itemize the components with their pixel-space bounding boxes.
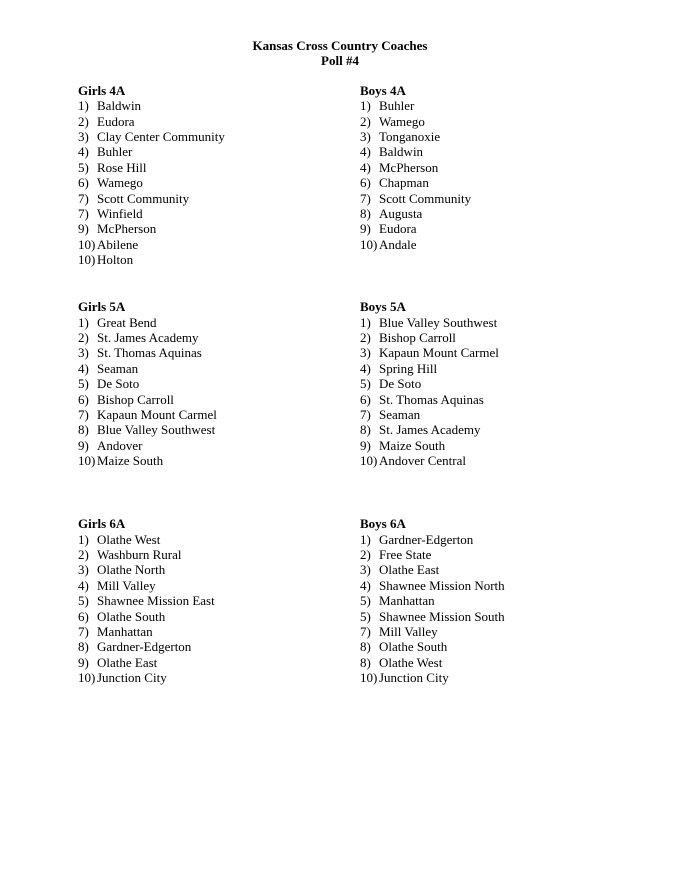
team-name: Mill Valley [97, 577, 156, 593]
team-name: Bishop Carroll [97, 391, 174, 407]
ranked-team [78, 114, 360, 129]
rank-number: 10) [360, 236, 378, 252]
rank-number: 2) [360, 113, 371, 129]
ranked-team [360, 655, 638, 670]
rank-number: 10) [360, 670, 378, 686]
rank-number: 10) [78, 670, 96, 686]
team-name: Blue Valley Southwest [379, 314, 498, 330]
ranked-team [78, 453, 360, 468]
section-heading: Girls 6A [78, 516, 126, 532]
team-name: Andover Central [379, 453, 467, 469]
rank-number: 4) [360, 577, 371, 593]
rank-number: 9) [78, 654, 89, 670]
ranked-team [360, 562, 638, 577]
team-name: Bishop Carroll [379, 330, 456, 345]
rank-number: 8) [78, 639, 89, 655]
rank-number: 5) [78, 159, 89, 175]
poll-section [360, 83, 638, 268]
rank-number: 10) [78, 236, 96, 252]
ranked-team [360, 593, 638, 608]
rank-number: 8) [360, 639, 371, 655]
rank-number: 2) [78, 546, 89, 562]
ranked-team [360, 392, 638, 407]
rank-number: 7) [360, 407, 371, 423]
ranked-team [78, 624, 360, 639]
rank-number: 9) [78, 437, 89, 453]
team-name: St. James Academy [379, 422, 481, 438]
team-name: Kapaun Mount Carmel [379, 345, 499, 361]
team-name: Andale [379, 236, 417, 252]
team-name: Winfield [97, 206, 143, 222]
rank-number: 3) [78, 129, 89, 145]
team-name: Eudora [97, 113, 135, 129]
ranked-team [360, 532, 638, 547]
team-name: Maize South [379, 437, 446, 453]
ranked-team [78, 175, 360, 190]
team-name: Manhattan [97, 624, 153, 639]
rank-number: 5) [360, 608, 371, 624]
ranked-team [78, 392, 360, 407]
rank-number: 3) [360, 562, 371, 578]
rank-number: 2) [360, 546, 371, 562]
rank-number: 8) [360, 422, 371, 438]
ranked-team [360, 547, 638, 562]
ranked-team [78, 206, 360, 221]
rank-number: 6) [78, 391, 89, 407]
ranked-team [360, 160, 638, 175]
team-name: Olathe East [379, 562, 440, 578]
section-heading: Boys 4A [360, 82, 406, 98]
rank-number: 7) [360, 190, 371, 206]
ranked-team [360, 578, 638, 593]
rank-number: 1) [78, 531, 89, 547]
team-name: De Soto [97, 376, 140, 392]
team-name: Clay Center Community [97, 129, 225, 145]
ranked-team [360, 175, 638, 190]
rank-number: 3) [78, 345, 89, 361]
team-name: Buhler [379, 98, 415, 114]
poll-section [78, 83, 360, 268]
team-name: Holton [97, 252, 134, 268]
ranked-team [78, 160, 360, 175]
ranked-team [360, 144, 638, 159]
team-name: Junction City [379, 670, 449, 686]
section-heading: Girls 4A [78, 82, 126, 98]
team-name: Wamego [379, 113, 425, 129]
team-name: Olathe North [97, 562, 166, 578]
ranked-team [78, 547, 360, 562]
ranked-team [360, 315, 638, 330]
team-name: Rose Hill [97, 159, 147, 175]
team-name: Maize South [97, 453, 164, 469]
team-name: Olathe East [97, 654, 158, 670]
title-line-1: Kansas Cross Country Coaches [252, 38, 428, 53]
section-heading: Boys 6A [360, 516, 406, 532]
rank-number: 2) [360, 330, 371, 345]
rank-number: 3) [360, 129, 371, 145]
rank-number: 3) [360, 345, 371, 361]
ranked-team [78, 532, 360, 547]
ranked-team [78, 129, 360, 144]
poll-section [360, 299, 638, 468]
document-title [0, 0, 680, 69]
team-name: Mill Valley [379, 624, 438, 639]
ranked-team [78, 252, 360, 267]
team-name: Baldwin [379, 144, 424, 160]
section-heading: Girls 5A [78, 299, 126, 315]
rank-number: 2) [78, 330, 89, 345]
team-name: Free State [379, 546, 432, 562]
ranked-team [78, 144, 360, 159]
rank-number: 10) [78, 453, 96, 469]
rank-number: 6) [360, 391, 371, 407]
team-name: Shawnee Mission East [97, 593, 215, 609]
rank-number: 2) [78, 113, 89, 129]
ranked-team [360, 639, 638, 654]
ranked-team [78, 670, 360, 685]
ranked-team [78, 221, 360, 236]
ranked-team [360, 422, 638, 437]
ranked-team [360, 129, 638, 144]
team-name: Chapman [379, 175, 429, 191]
rank-number: 10) [78, 252, 96, 268]
team-name: Junction City [97, 670, 167, 686]
ranked-team [78, 361, 360, 376]
rank-number: 6) [360, 175, 371, 191]
team-name: Olathe South [379, 639, 448, 655]
rank-number: 5) [360, 593, 371, 609]
ranked-team [78, 609, 360, 624]
team-name: St. Thomas Aquinas [97, 345, 202, 361]
ranked-team [360, 376, 638, 391]
rank-number: 9) [78, 221, 89, 237]
ranked-team [78, 578, 360, 593]
rank-number: 7) [360, 624, 371, 639]
rank-number: 3) [78, 562, 89, 578]
rank-number: 4) [78, 577, 89, 593]
rank-number: 7) [78, 407, 89, 423]
team-name: Spring Hill [379, 360, 438, 376]
rank-number: 7) [78, 190, 89, 206]
team-name: Blue Valley Southwest [97, 422, 216, 438]
team-name: Abilene [97, 236, 139, 252]
team-name: Shawnee Mission North [379, 577, 505, 593]
team-name: Shawnee Mission South [379, 608, 505, 624]
team-name: Washburn Rural [97, 546, 182, 562]
ranked-team [360, 98, 638, 113]
rank-number: 6) [78, 608, 89, 624]
team-name: Tonganoxie [379, 129, 441, 145]
ranked-team [78, 593, 360, 608]
ranked-team [78, 562, 360, 577]
rank-number: 4) [78, 360, 89, 376]
rank-number: 8) [78, 422, 89, 438]
rank-number: 5) [360, 376, 371, 392]
team-name: Gardner-Edgerton [97, 639, 192, 655]
ranked-team [360, 670, 638, 685]
ranked-team [360, 221, 638, 236]
team-name: McPherson [379, 159, 439, 175]
team-name: Augusta [379, 206, 423, 222]
ranked-team [360, 345, 638, 360]
ranked-team [78, 438, 360, 453]
ranked-team [78, 376, 360, 391]
team-name: St. Thomas Aquinas [379, 391, 484, 407]
ranked-team [360, 438, 638, 453]
team-name: Kapaun Mount Carmel [97, 407, 217, 423]
team-name: Buhler [97, 144, 133, 160]
poll-section [78, 516, 360, 685]
rank-number: 4) [78, 144, 89, 160]
rank-number: 1) [78, 314, 89, 330]
rank-number: 4) [360, 159, 371, 175]
rank-number: 8) [360, 206, 371, 222]
poll-grid [78, 83, 638, 686]
team-name: Scott Community [379, 190, 472, 206]
team-name: Eudora [379, 221, 417, 237]
rank-number: 5) [78, 376, 89, 392]
team-name: Scott Community [97, 190, 190, 206]
ranked-team [78, 330, 360, 345]
poll-section [360, 516, 638, 685]
rank-number: 7) [78, 206, 89, 222]
rank-number: 1) [360, 98, 371, 114]
rank-number: 5) [78, 593, 89, 609]
team-name: Olathe West [379, 654, 443, 670]
ranked-team [78, 315, 360, 330]
team-name: McPherson [97, 221, 157, 237]
team-name: Gardner-Edgerton [379, 531, 474, 547]
rank-number: 10) [360, 453, 378, 469]
ranked-team [360, 237, 638, 252]
ranked-team [360, 191, 638, 206]
team-name: Andover [97, 437, 143, 453]
ranked-team [78, 237, 360, 252]
team-name: Seaman [97, 360, 139, 376]
rank-number: 1) [360, 314, 371, 330]
team-name: Baldwin [97, 98, 142, 114]
ranked-team [78, 407, 360, 422]
ranked-team [78, 191, 360, 206]
ranked-team [360, 361, 638, 376]
team-name: Seaman [379, 407, 421, 423]
rank-number: 8) [360, 654, 371, 670]
rank-number: 6) [78, 175, 89, 191]
team-name: Manhattan [379, 593, 435, 609]
ranked-team [360, 407, 638, 422]
team-name: De Soto [379, 376, 422, 392]
ranked-team [360, 624, 638, 639]
rank-number: 4) [360, 360, 371, 376]
section-heading: Boys 5A [360, 299, 406, 315]
rank-number: 1) [360, 531, 371, 547]
ranked-team [78, 422, 360, 437]
ranked-team [360, 206, 638, 221]
rank-number: 4) [360, 144, 371, 160]
rank-number: 1) [78, 98, 89, 114]
ranked-team [78, 98, 360, 113]
rank-number: 9) [360, 221, 371, 237]
ranked-team [78, 639, 360, 654]
ranked-team [78, 655, 360, 670]
poll-section [78, 299, 360, 468]
title-line-2: Poll #4 [321, 53, 359, 69]
team-name: Olathe South [97, 608, 166, 624]
rank-number: 9) [360, 437, 371, 453]
ranked-team [360, 453, 638, 468]
team-name: Wamego [97, 175, 143, 191]
rank-number: 7) [78, 624, 89, 639]
team-name: Great Bend [97, 314, 157, 330]
team-name: Olathe West [97, 531, 161, 547]
team-name: St. James Academy [97, 330, 199, 345]
ranked-team [360, 609, 638, 624]
ranked-team [360, 114, 638, 129]
ranked-team [360, 330, 638, 345]
ranked-team [78, 345, 360, 360]
